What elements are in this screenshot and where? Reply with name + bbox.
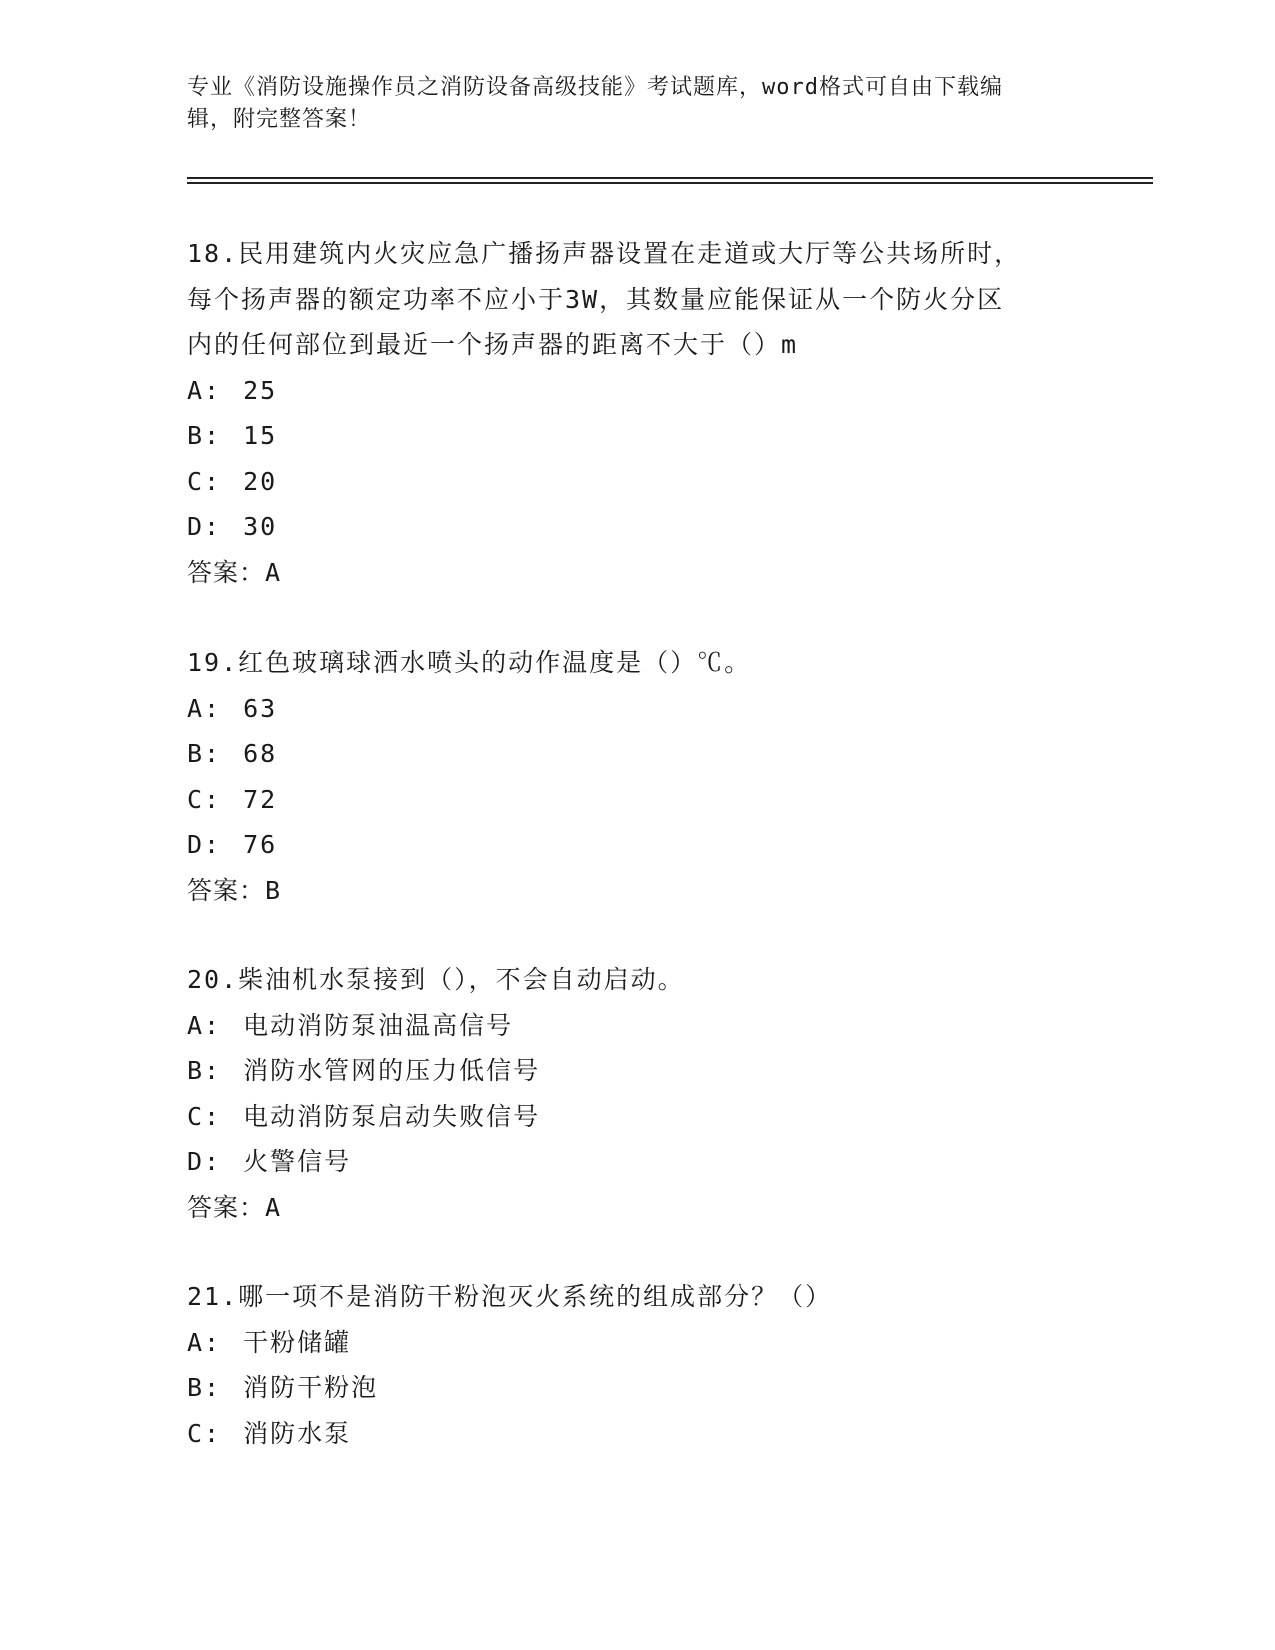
option-text: 30 — [243, 512, 278, 541]
option-key: C: — [187, 784, 222, 814]
option-c — [187, 1411, 1087, 1457]
option-text: 电动消防泵启动失败信号 — [243, 1101, 541, 1131]
option-text: 消防水管网的压力低信号 — [243, 1056, 541, 1085]
answer-line — [187, 550, 1087, 596]
question-20 — [187, 957, 1087, 1230]
option-text: 15 — [243, 421, 278, 450]
stem-line: 每个扬声器的额定功率不应小于3W，其数量应能保证从一个防火分区 — [187, 284, 1005, 314]
header-line-1: 专业《消防设施操作员之消防设备高级技能》考试题库，word格式可自由下载编 — [187, 75, 1003, 100]
question-19 — [187, 640, 1087, 913]
option-text: 25 — [243, 375, 278, 405]
document-header — [187, 72, 1067, 136]
option-key: C: — [187, 1418, 222, 1448]
question-stem — [187, 231, 1087, 368]
header-line-2: 辑，附完整答案！ — [187, 107, 372, 132]
answer-label: 答案： — [187, 557, 266, 587]
option-text: 电动消防泵油温高信号 — [243, 1010, 514, 1040]
option-text: 72 — [243, 784, 278, 814]
answer-line — [187, 868, 1087, 914]
option-key: D: — [187, 512, 222, 541]
stem-line: 20.柴油机水泵接到（），不会自动启动。 — [187, 965, 685, 994]
stem-line: 19.红色玻璃球洒水喷头的动作温度是（）℃。 — [187, 648, 752, 677]
answer-value: B — [265, 875, 282, 905]
option-key: B: — [187, 1373, 222, 1402]
option-key: B: — [187, 421, 222, 450]
option-key: C: — [187, 466, 222, 496]
option-key: A: — [187, 693, 222, 723]
header-divider-top — [187, 177, 1153, 179]
question-18 — [187, 231, 1087, 595]
option-a — [187, 368, 1087, 414]
option-c — [187, 777, 1087, 823]
option-text: 火警信号 — [243, 1147, 352, 1176]
stem-line: 18.民用建筑内火灾应急广播扬声器设置在走道或大厅等公共场所时， — [187, 239, 1022, 268]
option-key: C: — [187, 1101, 222, 1131]
option-text: 63 — [243, 693, 278, 723]
option-key: A: — [187, 1010, 222, 1040]
question-stem — [187, 957, 1087, 1003]
question-stem — [187, 1274, 1087, 1320]
question-21 — [187, 1274, 1087, 1456]
answer-label: 答案： — [187, 875, 266, 905]
option-c — [187, 459, 1087, 505]
header-divider-bottom — [187, 182, 1153, 184]
option-text: 76 — [243, 830, 278, 859]
question-stem — [187, 640, 1087, 686]
option-text: 消防干粉泡 — [243, 1373, 379, 1402]
answer-value: A — [265, 557, 282, 587]
option-b — [187, 1365, 1087, 1411]
option-key: A: — [187, 1327, 222, 1357]
answer-label: 答案： — [187, 1192, 266, 1222]
option-text: 20 — [243, 466, 278, 496]
option-text: 68 — [243, 739, 278, 768]
option-a — [187, 1320, 1087, 1366]
answer-value: A — [265, 1192, 282, 1222]
option-b — [187, 731, 1087, 777]
option-b — [187, 1048, 1087, 1094]
option-key: B: — [187, 1056, 222, 1085]
stem-line: 内的任何部位到最近一个扬声器的距离不大于（）m — [187, 330, 799, 359]
option-a — [187, 1003, 1087, 1049]
option-key: B: — [187, 739, 222, 768]
option-d — [187, 822, 1087, 868]
option-key: D: — [187, 1147, 222, 1176]
option-text: 消防水泵 — [243, 1418, 352, 1448]
answer-line — [187, 1185, 1087, 1231]
option-a — [187, 686, 1087, 732]
option-d — [187, 504, 1087, 550]
option-b — [187, 413, 1087, 459]
option-text: 干粉储罐 — [243, 1327, 352, 1357]
option-key: D: — [187, 830, 222, 859]
option-d — [187, 1139, 1087, 1185]
stem-line: 21.哪一项不是消防干粉泡灭火系统的组成部分？（） — [187, 1282, 833, 1311]
option-key: A: — [187, 375, 222, 405]
option-c — [187, 1094, 1087, 1140]
